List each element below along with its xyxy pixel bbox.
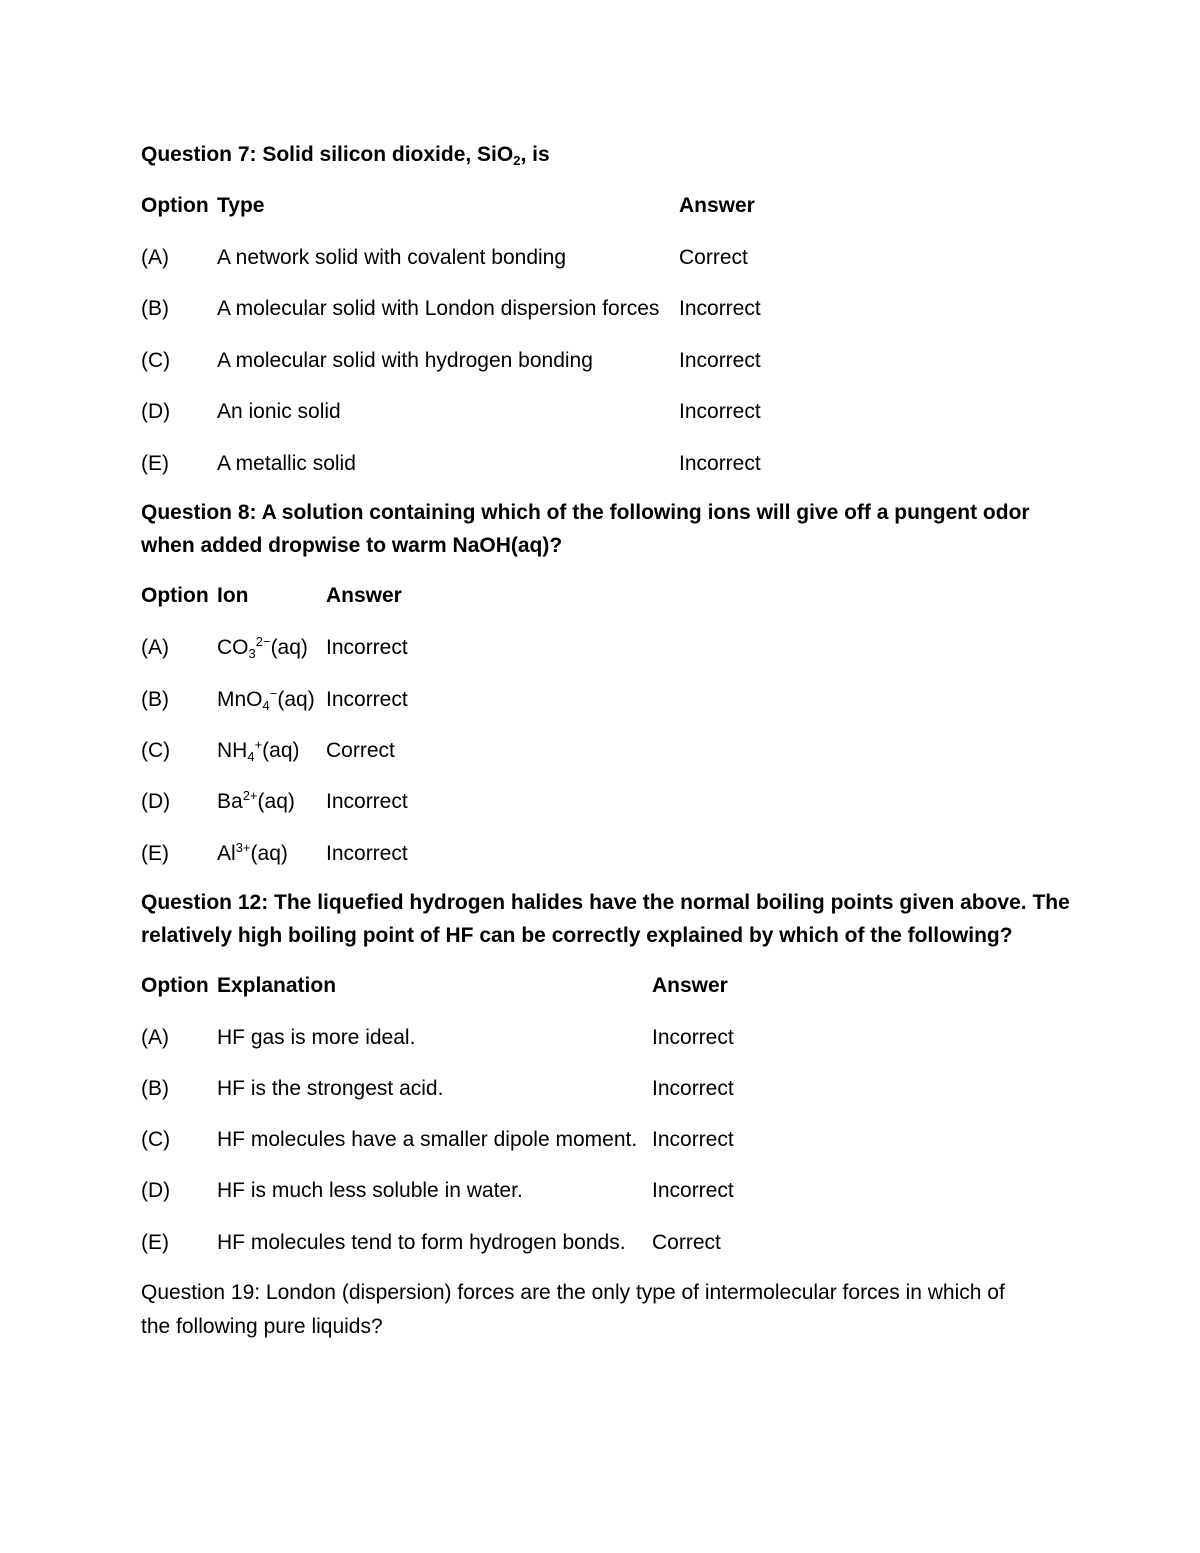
q7-row-option: (B) (141, 297, 169, 320)
ion-charge: 3+ (235, 840, 251, 855)
q7-row-option: (A) (141, 246, 169, 269)
q8-row-ion (217, 788, 295, 816)
q7-row-type: A metallic solid (217, 452, 356, 475)
q12-row-answer: Correct (652, 1231, 721, 1254)
ion-formula: CO (217, 636, 249, 659)
q12-row-answer: Incorrect (652, 1026, 734, 1049)
q7-row-answer: Correct (679, 246, 748, 269)
q8-row-option: (D) (141, 790, 171, 813)
q12-row-explanation: HF is the strongest acid. (217, 1077, 444, 1100)
q8-row-answer: Incorrect (326, 790, 408, 813)
q8-row-answer: Correct (326, 739, 395, 762)
q8-row-ion (217, 686, 315, 714)
q7-row-type: A molecular solid with London dispersion forces (217, 297, 660, 320)
ion-charge: − (269, 686, 278, 701)
q8-row-option: (C) (141, 739, 171, 762)
q7-title-subscript: 2 (513, 153, 521, 168)
q12-header-explanation: Explanation (217, 974, 337, 997)
q12-row-option: (B) (141, 1077, 169, 1100)
q7-title (141, 141, 550, 169)
ion-charge: 2− (255, 634, 271, 649)
q7-header-option: Option (141, 194, 209, 217)
q8-header-option: Option (141, 584, 209, 607)
q12-row-explanation: HF molecules tend to form hydrogen bonds. (217, 1231, 626, 1254)
ion-charge: 2+ (242, 788, 258, 803)
q12-header-option: Option (141, 974, 209, 997)
q8-row-ion (217, 634, 308, 662)
q8-row-answer: Incorrect (326, 636, 408, 659)
q8-row-answer: Incorrect (326, 842, 408, 865)
q8-title-line2: when added dropwise to warm NaOH(aq)? (141, 534, 563, 557)
q12-row-option: (E) (141, 1231, 169, 1254)
ion-subscript: 4 (262, 698, 270, 713)
q12-row-answer: Incorrect (652, 1128, 734, 1151)
q7-row-option: (D) (141, 400, 171, 423)
q7-title-text: Question 7: Solid silicon dioxide, SiO (141, 143, 514, 166)
ion-state: (aq) (250, 842, 288, 865)
q8-title-line1: Question 8: A solution containing which of the following ions will give off a pungent odor (141, 501, 1030, 524)
q12-row-explanation: HF molecules have a smaller dipole moment. (217, 1128, 638, 1151)
q12-row-answer: Incorrect (652, 1077, 734, 1100)
q8-header-ion: Ion (217, 584, 249, 607)
q12-row-option: (A) (141, 1026, 169, 1049)
q12-row-answer: Incorrect (652, 1179, 734, 1202)
q12-header-answer: Answer (652, 974, 728, 997)
ion-formula: Al (217, 842, 236, 865)
q7-row-type: A molecular solid with hydrogen bonding (217, 349, 593, 372)
q8-row-ion (217, 737, 300, 765)
q12-title-line2: relatively high boiling point of HF can be correctly explained by which of the following? (141, 924, 1013, 947)
ion-formula: Ba (217, 790, 243, 813)
q7-row-answer: Incorrect (679, 297, 761, 320)
ion-subscript: 3 (248, 646, 256, 661)
q12-row-explanation: HF gas is more ideal. (217, 1026, 416, 1049)
q8-row-answer: Incorrect (326, 688, 408, 711)
q12-row-option: (D) (141, 1179, 171, 1202)
q8-row-option: (E) (141, 842, 169, 865)
q7-row-type: An ionic solid (217, 400, 341, 423)
q7-row-answer: Incorrect (679, 349, 761, 372)
q7-row-answer: Incorrect (679, 400, 761, 423)
q7-row-option: (C) (141, 349, 171, 372)
ion-subscript: 4 (247, 749, 255, 764)
q8-row-ion (217, 840, 288, 868)
ion-state: (aq) (277, 688, 315, 711)
q7-row-option: (E) (141, 452, 169, 475)
ion-formula: NH (217, 739, 248, 762)
q8-header-answer: Answer (326, 584, 402, 607)
q8-row-option: (A) (141, 636, 169, 659)
q12-row-explanation: HF is much less soluble in water. (217, 1179, 523, 1202)
ion-state: (aq) (262, 739, 300, 762)
q12-title-line1: Question 12: The liquefied hydrogen halides have the normal boiling points given above. The (141, 891, 1070, 914)
q8-row-option: (B) (141, 688, 169, 711)
q7-header-answer: Answer (679, 194, 755, 217)
q7-row-type: A network solid with covalent bonding (217, 246, 567, 269)
q19-title-line1: Question 19: London (dispersion) forces are the only type of intermolecular forces in which of (141, 1281, 1005, 1304)
ion-state: (aq) (270, 636, 308, 659)
q19-title-line2: the following pure liquids? (141, 1315, 383, 1338)
q7-title-suffix: , is (520, 143, 550, 166)
q12-row-option: (C) (141, 1128, 171, 1151)
ion-state: (aq) (257, 790, 295, 813)
ion-charge: + (254, 737, 263, 752)
q7-header-type: Type (217, 194, 265, 217)
q7-row-answer: Incorrect (679, 452, 761, 475)
ion-formula: MnO (217, 688, 263, 711)
